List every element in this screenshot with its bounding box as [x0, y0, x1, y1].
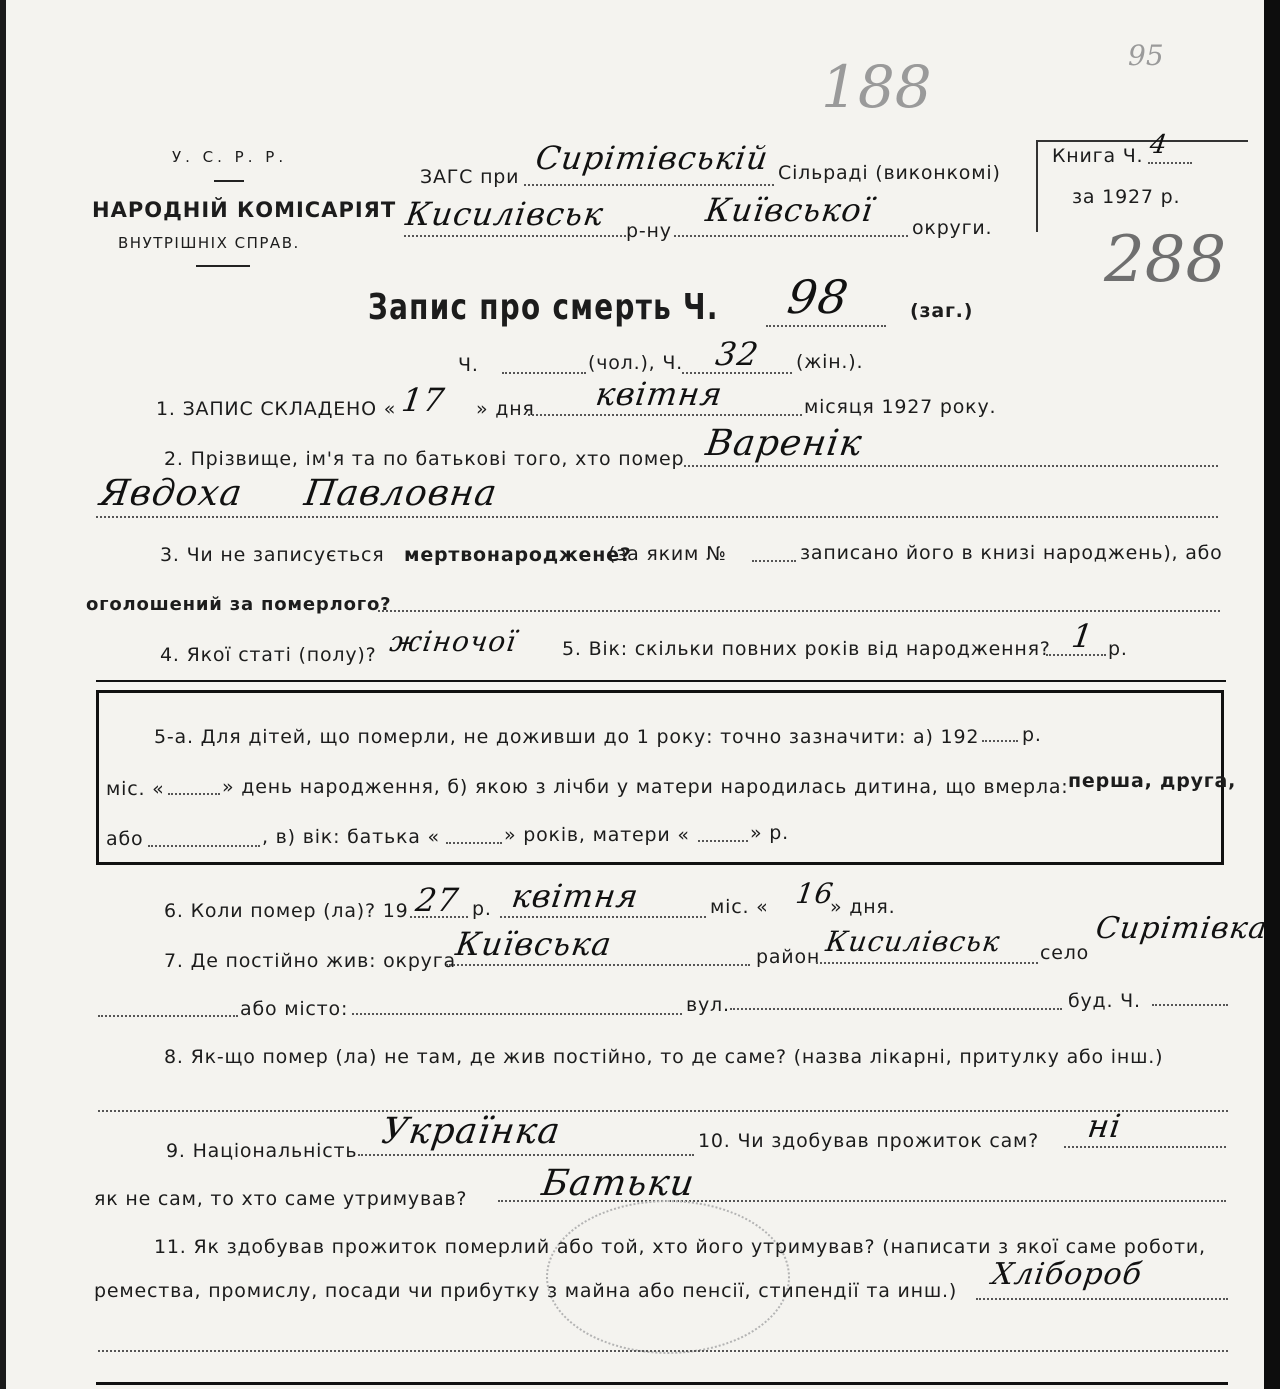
book-number-line	[1148, 162, 1192, 164]
f4-label: 4. Якої статі (полу)?	[160, 644, 377, 666]
f1-tail: місяця 1927 року.	[804, 396, 997, 418]
f7-vul-label: вул.	[686, 994, 730, 1016]
f3-label-e: оголошений за померлого?	[86, 594, 392, 615]
f7-selo-value: Сирітівка	[1093, 911, 1270, 946]
f3-number-line	[752, 560, 796, 562]
f5a-year-line	[982, 740, 1018, 742]
f10b-value: Батьки	[539, 1163, 698, 1204]
f5a-line1: 5-а. Для дітей, що померли, не доживши до 1 року: точно зазначити: а) 192	[154, 726, 980, 748]
f9-label: 9. Національність	[166, 1140, 358, 1162]
f2-name-line	[96, 516, 1218, 518]
pencil-number-corner: 95	[1128, 39, 1164, 72]
f11-occupation-value: Хлібороб	[989, 1257, 1145, 1292]
f2-surname-value: Варенік	[703, 423, 865, 464]
commissariat-title: НАРОДНІЙ КОМІСАРІЯТ	[92, 198, 397, 222]
book-label: Книга Ч.	[1052, 145, 1144, 167]
f3-label-a: 3. Чи не записується	[160, 544, 385, 566]
f7-rayon-line	[816, 962, 1038, 964]
page-title: Запис про смерть Ч.	[368, 287, 719, 328]
f2-name-value: Явдоха Павловна	[97, 473, 500, 514]
f10-label: 10. Чи здобував прожиток сам?	[698, 1130, 1040, 1152]
district-line	[404, 235, 626, 237]
f11-line2: ремества, промислу, посади чи прибутку з майна або пенсії, стипендії та инш.)	[94, 1280, 958, 1302]
title-number-line	[766, 325, 886, 327]
f5-age-label: 5. Вік: скільки повних років від народження?	[562, 638, 1051, 660]
round-stamp	[546, 1200, 790, 1354]
f1-day-label: » дня	[476, 398, 535, 420]
title-number-value: 98	[784, 270, 853, 324]
f4-sex-value: жіночої	[387, 625, 519, 658]
f7-misto-line	[352, 1013, 682, 1015]
f5a-line1-end: р.	[1022, 724, 1042, 746]
f5a-line3-start: або	[106, 828, 144, 850]
f6-month-line	[500, 916, 706, 918]
f5-rule	[96, 680, 1226, 682]
count-male-prefix: Ч.	[458, 354, 479, 376]
f7-okruha-value: Київська	[453, 925, 615, 963]
f7-bud-label: буд. Ч.	[1068, 990, 1141, 1012]
count-female-value: 32	[713, 335, 762, 373]
f10b-label: як не сам, то хто саме утримував?	[94, 1188, 468, 1210]
f1-month-line	[528, 414, 802, 416]
section-end-rule	[96, 1382, 1228, 1385]
f5a-line3-mother: » років, матери «	[504, 824, 690, 846]
okruha-label: округи.	[912, 217, 993, 239]
f2-surname-line	[684, 465, 1218, 467]
f7-label: 7. Де постійно жив: округа	[164, 950, 456, 972]
f7-selo-label: село	[1040, 942, 1090, 964]
book-number-value: 4	[1147, 130, 1170, 160]
f7-rayon-value: Кисилівськ	[823, 925, 1003, 958]
zags-village-line	[524, 184, 774, 186]
f8-place-line	[98, 1110, 1228, 1112]
zags-suffix: Сільраді (виконкомі)	[778, 162, 1001, 184]
f10-line	[1064, 1146, 1226, 1148]
f5a-father-line	[446, 842, 502, 844]
book-year: за 1927 р.	[1072, 186, 1181, 208]
f5a-mother-line	[698, 840, 748, 842]
title-suffix: (заг.)	[910, 300, 974, 322]
f6-mis-label: міс. «	[710, 896, 769, 918]
count-male-label: (чол.), Ч.	[588, 352, 684, 374]
zags-prefix: ЗАГС при	[420, 166, 520, 188]
f3-label-b: мертвонароджене?	[404, 544, 632, 566]
okruha-line	[674, 235, 908, 237]
f5a-order-line	[148, 845, 260, 847]
f5a-line2-bold: перша, друга,	[1068, 770, 1237, 792]
f5-age-unit: р.	[1108, 638, 1128, 660]
f2-label: 2. Прізвище, ім'я та по батькові того, хто помер	[164, 448, 685, 470]
f6-r-label: р.	[472, 898, 492, 920]
f7-misto-label: або місто:	[240, 998, 349, 1020]
f6-day-label: » дня.	[830, 896, 896, 918]
f3-label-d: записано його в книзі народжень), або	[800, 542, 1223, 564]
f6-year-value: 27	[413, 881, 462, 919]
f6-label: 6. Коли помер (ла)? 19	[164, 900, 409, 922]
f5a-line2-start: міс. «	[106, 778, 165, 800]
ussr-label: У. С. Р. Р.	[172, 148, 288, 166]
pencil-number-side: 288	[1104, 223, 1227, 297]
f9-nat-line	[358, 1154, 694, 1156]
f3-declared-line	[378, 610, 1220, 612]
count-female-label: (жін.).	[796, 351, 864, 373]
commissariat-subtitle: ВНУТРІШНІХ СПРАВ.	[118, 234, 300, 252]
f11-continuation-line	[98, 1350, 1228, 1352]
f6-month-value: квітня	[509, 877, 642, 915]
f7-rayon-label: район	[756, 946, 821, 968]
zags-village-value: Сирітівській	[533, 139, 771, 177]
f1-day-value: 17	[399, 381, 448, 419]
f3-label-c: (за яким №	[608, 543, 727, 565]
f1-month-value: квітня	[593, 375, 726, 413]
okruha-value: Київської	[703, 191, 876, 229]
district-label: р-ну	[626, 220, 672, 242]
f6-day-value: 16	[793, 877, 837, 910]
f5a-month-line	[168, 793, 220, 795]
f7-bud-line	[1152, 1004, 1228, 1006]
f11-occupation-line	[976, 1298, 1228, 1300]
f5a-line3-end: » р.	[750, 822, 789, 844]
header-divider-bottom	[196, 265, 250, 267]
pencil-number-top: 188	[821, 53, 932, 121]
header-divider-top	[214, 180, 244, 182]
f5a-line3-father: , в) вік: батька «	[262, 826, 440, 848]
f7-misto-pre-line	[98, 1015, 238, 1017]
f11-line1: 11. Як здобував прожиток померлий або той, хто його утримував? (написати з якої саме роботи,	[154, 1236, 1206, 1258]
f10-value: ні	[1085, 1107, 1124, 1145]
f9-nat-value: Українка	[379, 1111, 564, 1152]
district-value: Кисилівськ	[403, 195, 607, 233]
f1-label: 1. ЗАПИС СКЛАДЕНО «	[156, 398, 397, 420]
count-male-line	[502, 372, 586, 374]
f7-vul-line	[730, 1008, 1062, 1010]
death-record-form	[6, 0, 1270, 1389]
scan-edge	[1264, 0, 1280, 1389]
f5-age-value: 1	[1069, 617, 1097, 655]
f8-label: 8. Як-що помер (ла) не там, де жив постійно, то де саме? (назва лікарні, притулку або інш.)	[164, 1046, 1164, 1068]
f7-okruha-line	[446, 964, 750, 966]
f5a-line2-mid: » день народження, б) якою з лічби у матери народилась дитина, що вмерла:	[222, 776, 1069, 798]
